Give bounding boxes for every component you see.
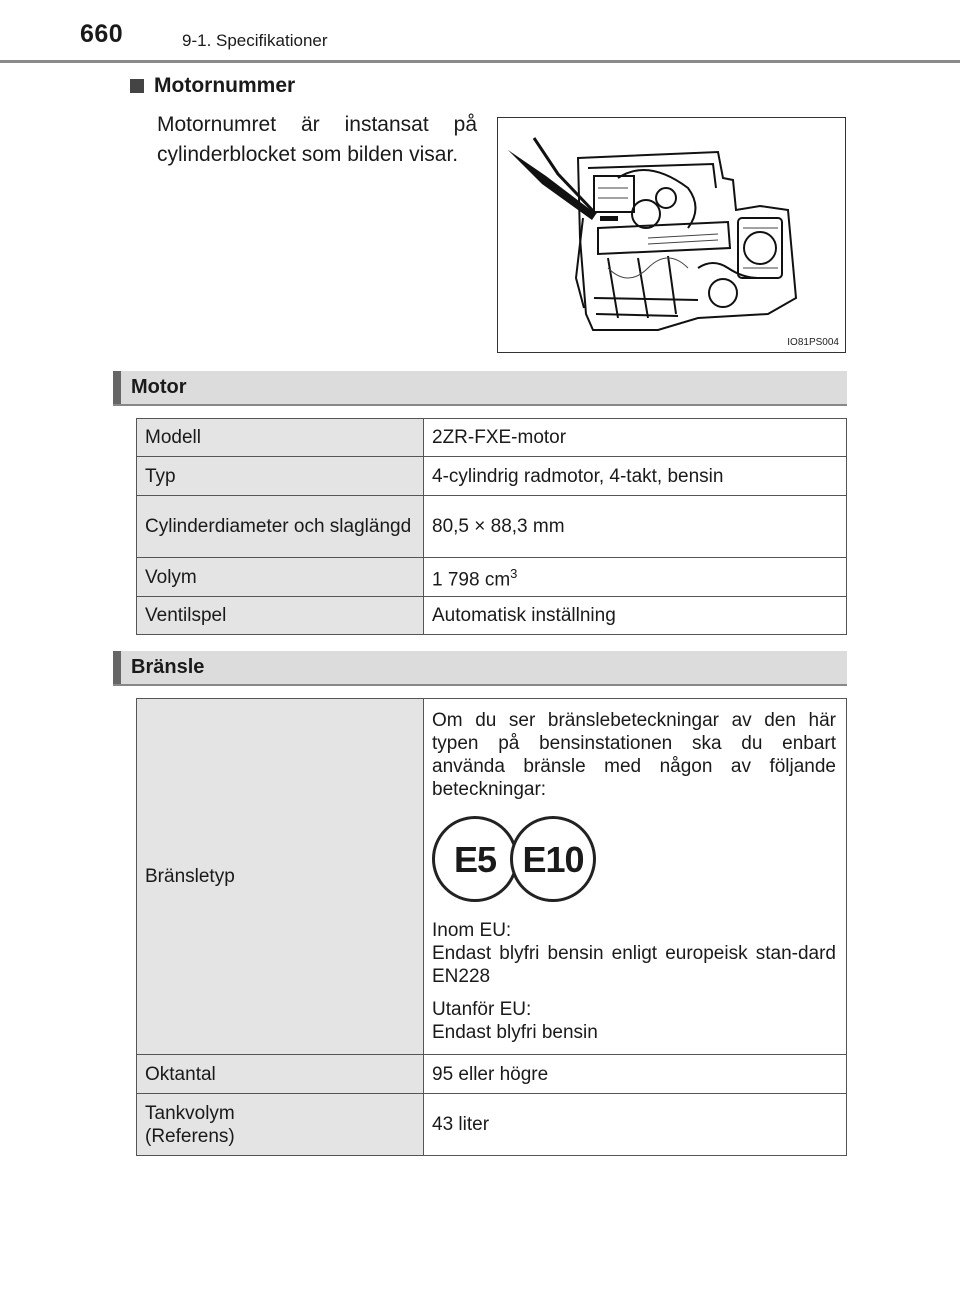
non-eu-note-text: Endast blyfri bensin bbox=[432, 1022, 598, 1043]
non-eu-note-title: Utanför EU: bbox=[432, 999, 532, 1020]
figure-code: IO81PS004 bbox=[787, 337, 839, 348]
table-row bbox=[137, 457, 847, 496]
spec-label: Ventilspel bbox=[137, 597, 424, 635]
spec-value: 95 eller högre bbox=[424, 1055, 847, 1094]
table-row bbox=[137, 699, 847, 1055]
engine-number-description: Motornumret är instansat på cylinderblocket som bilden visar. bbox=[157, 113, 477, 166]
spec-label-tank bbox=[137, 1094, 424, 1156]
fuel-section-band bbox=[113, 651, 847, 686]
spec-label: Typ bbox=[137, 457, 424, 496]
fuel-badges bbox=[432, 813, 836, 905]
table-row bbox=[137, 597, 847, 635]
spec-label: Modell bbox=[137, 419, 424, 457]
table-row bbox=[137, 419, 847, 457]
engine-number-heading bbox=[130, 74, 295, 98]
spec-label: Volym bbox=[137, 558, 424, 597]
table-row bbox=[137, 496, 847, 558]
section-title: 9-1. Specifikationer bbox=[182, 31, 328, 50]
tank-label-note: (Referens) bbox=[145, 1125, 235, 1147]
tank-label: Tankvolym bbox=[145, 1102, 235, 1124]
engine-drawing bbox=[498, 118, 845, 352]
spec-value: 43 liter bbox=[424, 1094, 847, 1156]
motor-section-band bbox=[113, 371, 847, 406]
fuel-type-cell bbox=[424, 699, 847, 1055]
spec-label: Bränsletyp bbox=[137, 699, 424, 1055]
fuel-type-intro: Om du ser bränslebeteckningar av den här typen på bensinstationen ska du enbart använda bränsle med någon av följande beteckningar: bbox=[432, 710, 836, 800]
spec-label: Oktantal bbox=[137, 1055, 424, 1094]
motor-section-title: Motor bbox=[131, 376, 187, 398]
fuel-section-title: Bränsle bbox=[131, 656, 205, 678]
spec-value-volume bbox=[424, 558, 847, 597]
eu-note-text: Endast blyfri bensin enligt europeisk stan-dard EN228 bbox=[432, 943, 836, 987]
e10-fuel-icon: E10 bbox=[510, 816, 596, 902]
e5-fuel-icon: E5 bbox=[432, 816, 518, 902]
table-row bbox=[137, 1094, 847, 1156]
table-row bbox=[137, 1055, 847, 1094]
square-bullet-icon bbox=[130, 79, 144, 93]
table-row bbox=[137, 558, 847, 597]
non-eu-note bbox=[432, 998, 836, 1044]
volume-value: 1 798 cm bbox=[432, 569, 511, 591]
spec-value: Automatisk inställning bbox=[424, 597, 847, 635]
engine-illustration bbox=[497, 117, 846, 353]
volume-unit-exponent: 3 bbox=[510, 566, 518, 582]
motor-spec-table bbox=[136, 418, 847, 635]
header-divider bbox=[0, 60, 960, 63]
spec-value: 2ZR-FXE-motor bbox=[424, 419, 847, 457]
spec-value: 80,5 × 88,3 mm bbox=[424, 496, 847, 558]
eu-note bbox=[432, 919, 836, 988]
engine-number-heading-text: Motornummer bbox=[154, 74, 296, 97]
fuel-spec-table bbox=[136, 698, 847, 1156]
page-number: 660 bbox=[80, 20, 124, 48]
eu-note-title: Inom EU: bbox=[432, 920, 512, 941]
spec-value: 4-cylindrig radmotor, 4-takt, bensin bbox=[424, 457, 847, 496]
spec-label: Cylinderdiameter och slaglängd bbox=[137, 496, 424, 558]
